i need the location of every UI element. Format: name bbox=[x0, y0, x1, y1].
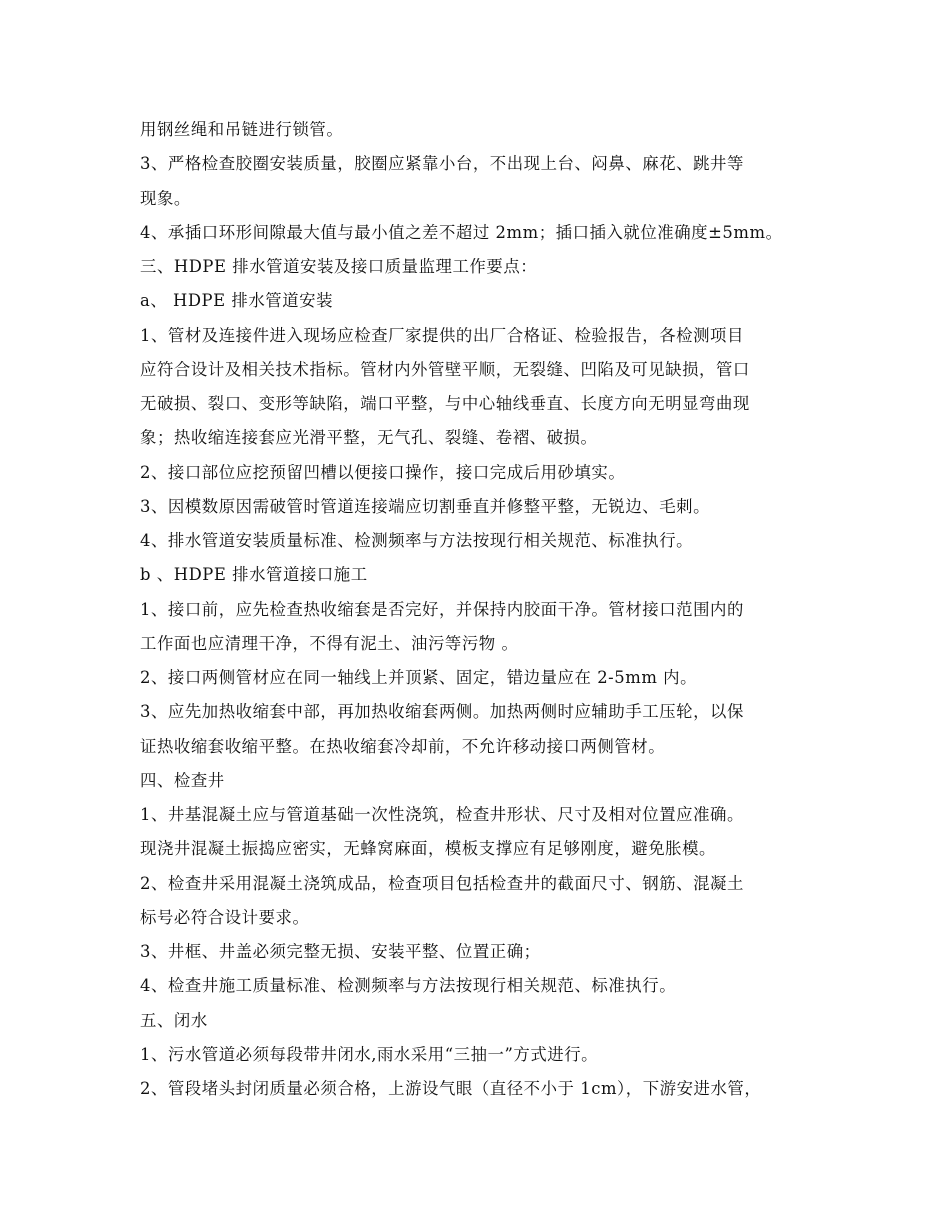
text-line: 4、排水管道安装质量标准、检测频率与方法按现行相关规范、标准执行。 bbox=[140, 531, 694, 550]
section-heading: 五、闭水 bbox=[140, 1010, 208, 1030]
text-line: 无破损、裂口、变形等缺陷，端口平整，与中心轴线垂直、长度方向无明显弯曲现 bbox=[140, 394, 750, 413]
text-line: 3、因模数原因需破管时管道连接端应切割垂直并修整平整，无锐边、毛刺。 bbox=[140, 496, 711, 516]
text-line: 现浇井混凝土振捣应密实，无蜂窝麻面，模板支撑应有足够刚度，避免胀模。 bbox=[140, 839, 716, 859]
document-body bbox=[140, 113, 840, 1106]
text-line: 4、检查井施工质量标准、检测频率与方法按现行相关规范、标准执行。 bbox=[140, 976, 677, 996]
text-line: 2、接口两侧管材应在同一轴线上并顶紧、固定，错边量应在 2-5mm 内。 bbox=[140, 668, 698, 687]
text-line: 1、管材及连接件进入现场应检查厂家提供的出厂合格证、检验报告，各检测项目 bbox=[140, 325, 744, 345]
text-line: 1、井基混凝土应与管道基础一次性浇筑，检查井形状、尺寸及相对位置应准确。 bbox=[140, 805, 744, 824]
text-line: 象；热收缩连接套应光滑平整，无气孔、裂缝、卷褶、破损。 bbox=[140, 428, 598, 448]
subsection-heading: a、 HDPE 排水管道安装 bbox=[140, 291, 334, 311]
text-line: 现象。 bbox=[140, 188, 191, 208]
text-line: 1、接口前，应先检查热收缩套是否完好，并保持内胶面干净。管材接口范围内的 bbox=[140, 599, 744, 619]
section-heading: 四、检查井 bbox=[140, 770, 225, 790]
text-line: 应符合设计及相关技术指标。管材内外管壁平顺，无裂缝、凹陷及可见缺损，管口 bbox=[140, 359, 750, 379]
text-line: 用钢丝绳和吊链进行锁管。 bbox=[140, 120, 344, 139]
text-line: 证热收缩套收缩平整。在热收缩套冷却前，不允许移动接口两侧管材。 bbox=[140, 736, 666, 756]
subsection-heading: b 、HDPE 排水管道接口施工 bbox=[140, 565, 368, 585]
text-line: 3、严格检查胶圈安装质量，胶圈应紧靠小台，不出现上台、闷鼻、麻花、跳井等 bbox=[140, 154, 744, 174]
text-line: 3、井框、井盖必须完整无损、安装平整、位置正确； bbox=[140, 942, 541, 961]
text-line: 1、污水管道必须每段带井闭水,雨水采用“三抽一”方式进行。 bbox=[140, 1044, 599, 1064]
text-line: 4、承插口环形间隙最大值与最小值之差不超过 2mm；插口插入就位准确度±5mm。 bbox=[140, 222, 783, 242]
text-line: 2、检查井采用混凝土浇筑成品，检查项目包括检查井的截面尺寸、钢筋、混凝土 bbox=[140, 873, 744, 893]
text-line: 标号必符合设计要求。 bbox=[140, 907, 310, 927]
text-line: 2、接口部位应挖预留凹槽以便接口操作，接口完成后用砂填实。 bbox=[140, 462, 626, 482]
section-heading: 三、HDPE 排水管道安装及接口质量监理工作要点： bbox=[140, 257, 538, 276]
text-line: 3、应先加热收缩套中部，再加热收缩套两侧。加热两侧时应辅助手工压轮，以保 bbox=[140, 702, 744, 722]
text-line: 工作面也应清理干净，不得有泥土、油污等污物 。 bbox=[140, 633, 519, 653]
text-line: 2、管段堵头封闭质量必须合格，上游设气眼（直径不小于 1cm），下游安进水管， bbox=[140, 1079, 762, 1098]
